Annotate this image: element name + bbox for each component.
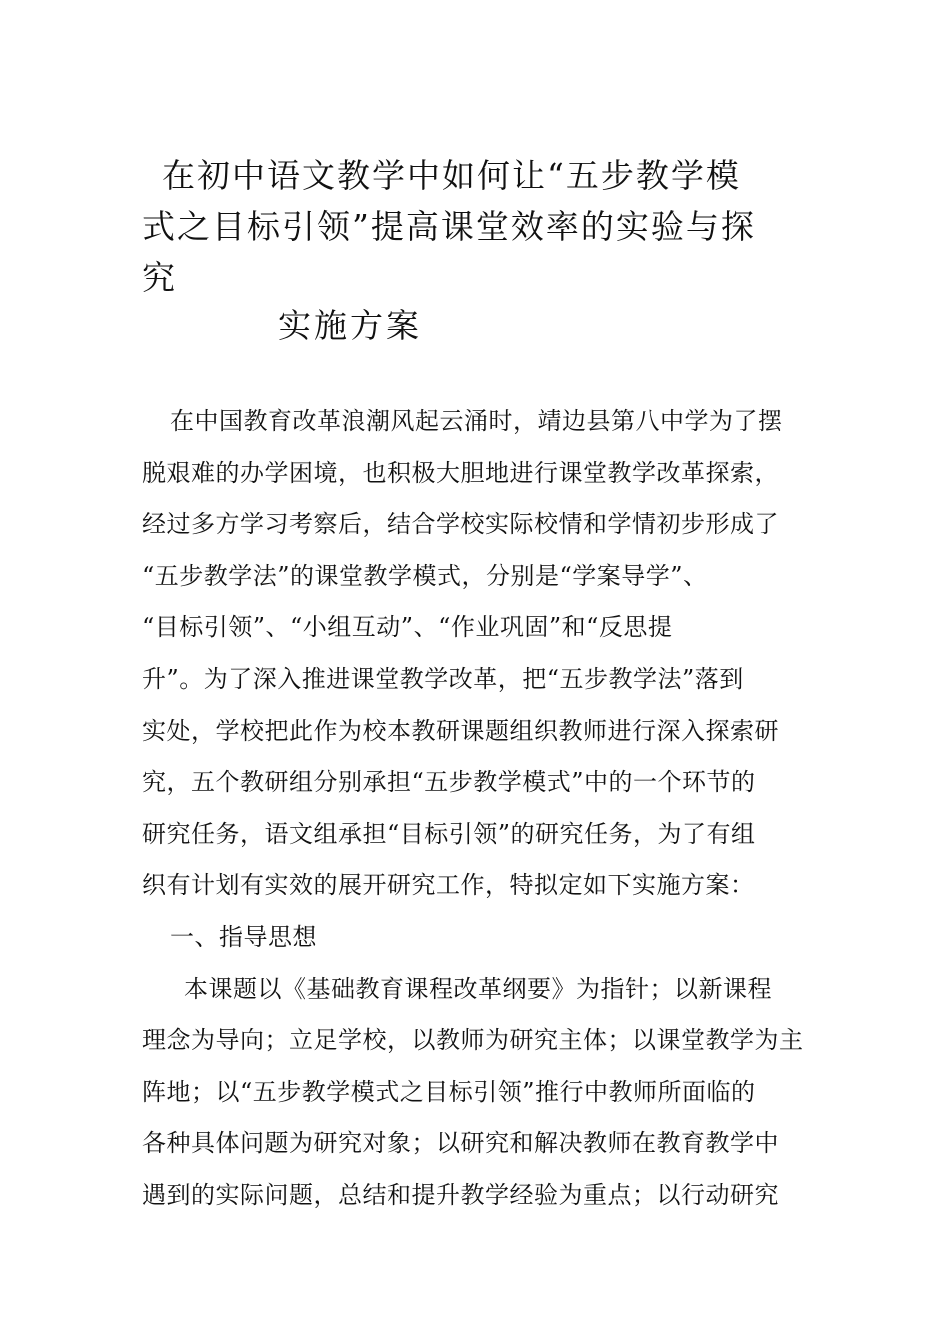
intro-line-6: 升”。为了深入推进课堂教学改革，把“五步教学法”落到	[142, 664, 744, 693]
intro-line-1: 在中国教育改革浪潮风起云涌时，靖边县第八中学为了摆	[170, 407, 783, 435]
intro-line-8: 究，五个教研组分别承担“五步教学模式”中的一个环节的	[142, 768, 756, 797]
intro-line-10: 织有计划有实效的展开研究工作，特拟定如下实施方案：	[142, 871, 755, 900]
intro-line-5: “目标引领”、“小组互动”、“作业巩固”和“反思提	[142, 613, 673, 642]
intro-line-2: 脱艰难的办学困境，也积极大胆地进行课堂教学改革探索，	[142, 458, 779, 487]
document-title	[142, 150, 822, 303]
intro-line-7: 实处，学校把此作为校本教研课题组织教师进行深入探索研	[142, 716, 779, 745]
title-line-1: 在初中语文教学中如何让“五步教学模	[162, 156, 741, 195]
document-body	[142, 396, 810, 1222]
title-line-2: 式之目标引领”提高课堂效率的实验与探	[142, 207, 756, 246]
section-line-4: 各种具体问题为研究对象；以研究和解决教师在教育教学中	[142, 1129, 779, 1158]
title-line-3: 究	[142, 258, 177, 297]
section-line-1: 本课题以《基础教育课程改革纲要》为指针；以新课程	[184, 974, 772, 1003]
section-heading: 一、指导思想	[170, 922, 317, 951]
section-line-5: 遇到的实际问题，总结和提升教学经验为重点；以行动研究	[142, 1180, 779, 1209]
document-subtitle: 实施方案	[278, 306, 422, 345]
intro-line-4: “五步教学法”的课堂教学模式，分别是“学案导学”、	[142, 561, 708, 590]
section-line-3: 阵地；以“五步教学模式之目标引领”推行中教师所面临的	[142, 1077, 756, 1106]
intro-line-3: 经过多方学习考察后，结合学校实际校情和学情初步形成了	[142, 510, 779, 539]
intro-line-9: 研究任务，语文组承担“目标引领”的研究任务，为了有组	[142, 819, 756, 848]
section-line-2: 理念为导向；立足学校，以教师为研究主体；以课堂教学为主	[142, 1026, 804, 1055]
